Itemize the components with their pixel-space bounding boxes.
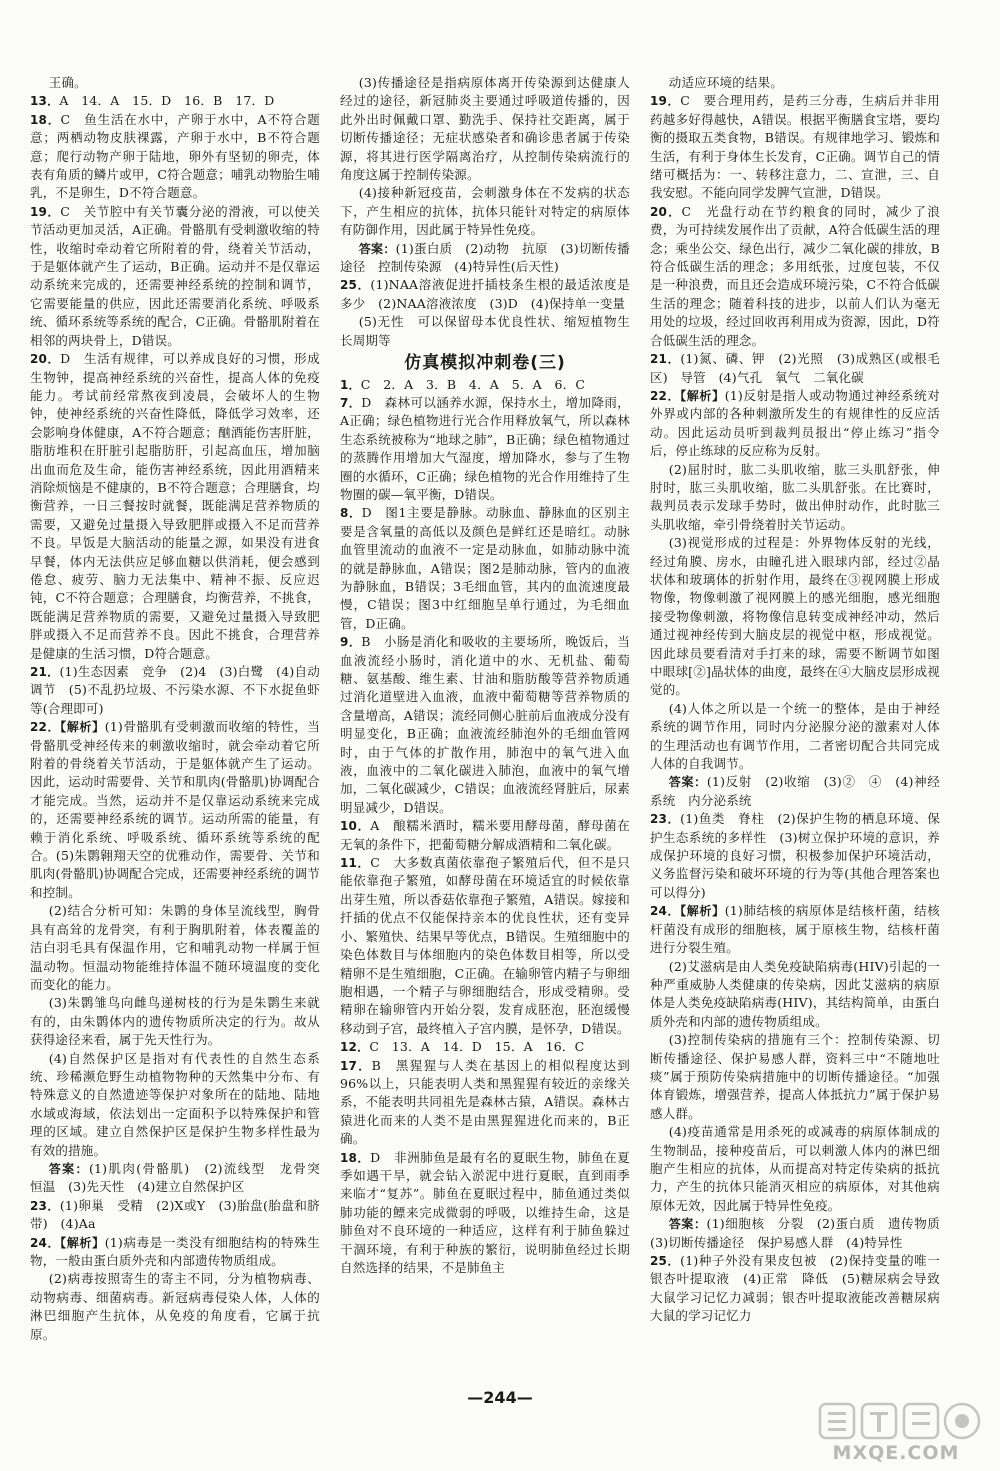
question-number: 25． (650, 1254, 681, 1268)
answer-paragraph (650, 1123, 940, 1215)
answer-paragraph (30, 1160, 333, 1197)
answer-text: (1)骨骼肌有受刺激而收缩的特性，当骨骼肌受神经传来的刺激收缩时，就会牵动着它所附着的骨绕着关节活动，于是躯体就产生了运动。因此，运动时需要骨、关节和肌肉(骨骼肌)协调配合才能完成。当然，运动并不是仅靠运动系统来完成的，还需要神经系统的调节。运动所需的能量，有赖于消化系统、呼吸系统、循环系统等系统的配合。(5)朱鹮翱翔天空的优雅动作，需要骨、关节和肌肉(骨骼肌)协调配合完成，还需要神经系统的调节和控制。 (30, 719, 320, 900)
answer-text: (4)接种新冠疫苗，会刺激身体在不发病的状态下，产生相应的抗体，抗体只能针对特定的病原体有防御作用，因此属于特异性免疫。 (340, 185, 630, 238)
question-number: 8． (340, 506, 362, 521)
question-number: 24． (30, 1235, 61, 1250)
answer-text: (3)视觉形成的过程是：外界物体反射的光线，经过角膜、房水，由瞳孔进入眼球内部，经过②晶状体和玻璃体的折射作用，最终在③视网膜上形成物像，物像刺激了视网膜上的感光细胞，感光细胞接受物像刺激，将物像信息转变成神经冲动，然后通过视神经传到大脑皮层的视觉中枢，形成视觉。因此球员要看清对手打来的球，需要不断调节如图中眼球[②]晶状体的曲度，最终在④大脑皮层形成视觉的。 (650, 535, 940, 698)
answer-paragraph (30, 1197, 320, 1234)
answer-paragraph (650, 773, 940, 810)
answer-tag: 答案： (48, 1161, 89, 1176)
answer-text: (3)传播途径是指病原体离开传染源到达健康人经过的途径，新冠肺炎主要通过呼吸道传播的，因此外出时佩戴口罩、勤洗手、保持社交距离，属于切断传播途径；无症状感染者和确诊患者属于传染源，将其进行医学隔离治疗，从控制传染病流行的角度这属于控制传染源。 (340, 75, 630, 183)
answer-text: (2)病毒按照寄生的寄主不同，分为植物病毒、动物病毒、细菌病毒。新冠病毒侵染人体，人体的淋巴细胞产生抗体，从免疫的角度看，它属于抗原。 (30, 1271, 320, 1342)
answer-text: (3)朱鹮雏鸟向雌鸟递树枝的行为是朱鹮生来就有的，由朱鹮体内的遗传物质所决定的行为。故从获得途径来看，属于先天性行为。 (30, 995, 320, 1048)
answer-text: A 酿糯米酒时，糯米要用酵母菌，酵母菌在无氧的条件下，把葡萄糖分解成酒精和二氧化碳。 (340, 818, 630, 852)
answer-paragraph (340, 1038, 630, 1056)
answer-text: (1)NAA溶液促进扦插枝条生根的最适浓度是多少 (2)NAA溶液浓度 (3)D (4)保持单一变量 (340, 277, 630, 311)
question-number: 19． (30, 204, 61, 219)
answer-paragraph (650, 534, 940, 700)
answer-paragraph (30, 350, 320, 663)
answer-text: 王确。 (48, 75, 87, 90)
answer-paragraph (650, 92, 940, 202)
answer-text: (3)控制传染病的措施有三个：控制传染源、切断传播途径、保护易感人群，资料三中“不随地吐痰”属于预防传染病措施中的切断传播途径。“加强体育锻炼，增强营养，提高人体抵抗力”属于保护易感人群。 (650, 1032, 940, 1121)
answer-paragraph (340, 817, 630, 854)
answer-paragraph (340, 504, 630, 633)
answer-paragraph (340, 184, 630, 239)
answer-text: (1)鱼类 脊柱 (2)保护生物的栖息环境、保护生态系统的多样性 (3)树立保护环境的意识，养成保护环境的良好习惯，积极参加保护环境活动，义务监督污染和破坏环境的行为等(其他合理答案也可以得分) (650, 811, 940, 900)
answer-text: (4)疫苗通常是用杀死的或减毒的病原体制成的生物制品，接种疫苗后，可以刺激人体内的淋巴细胞产生相应的抗体，从而提高对特定传染病的抵抗力，产生的抗体只能消灭相应的病原体，对其他病原体无效，因此属于特异性免疫。 (650, 1124, 940, 1213)
answer-paragraph (650, 958, 940, 1032)
column-left (30, 74, 333, 1364)
question-number: 23． (650, 812, 681, 827)
answer-text: 动适应环境的结果。 (668, 75, 784, 90)
answer-text: D 森林可以涵养水源，保持水土，增加降雨，A正确；绿色植物进行光合作用释放氧气，所以森林生态系统被称为“地球之肺”，B正确；绿色植物通过的蒸腾作用增加大气湿度，增加降水，参与了生物圈的水循环，C正确；绿色植物的光合作用维持了生物圈的碳—氧平衡，D错误。 (340, 394, 631, 502)
answer-tag: 【解析】 (60, 720, 105, 735)
answer-text: (4)人体之所以是一个统一的整体，是由于神经系统的调节作用，同时内分泌腺分泌的激素对人体的生理活动也有调节作用，二者密切配合共同完成人体的自我调节。 (650, 700, 940, 772)
column-middle (340, 74, 630, 1364)
answer-text: (1)病毒是一类没有细胞结构的特殊生物，一般由蛋白质外壳和内部遗传物质组成。 (30, 1234, 320, 1268)
answer-tag: 【解析】 (60, 1235, 105, 1250)
section-title: 仿真模拟冲刺卷(三) (404, 353, 566, 374)
answer-paragraph (340, 394, 630, 504)
question-number: 12． (340, 1040, 370, 1055)
answer-paragraph (650, 350, 940, 387)
answer-tag: 【解析】 (680, 388, 725, 403)
answer-paragraph (340, 376, 630, 394)
answer-text: (1)生态因素 竞争 (2)4 (3)白鹭 (4)自动调节 (5)不乱扔垃圾、不污染水源、不下水捉鱼虾等(合理即可) (30, 664, 320, 716)
answer-text: (1)细胞核 分裂 (2)蛋白质 遗传物质 (3)切断传播途径 保护易感人群 (4)特异性 (650, 1216, 953, 1250)
question-number: 17． (340, 1058, 372, 1073)
answer-paragraph (650, 461, 940, 535)
answer-paragraph (340, 854, 630, 1038)
answer-paragraph (340, 276, 630, 313)
question-number: 21． (650, 352, 681, 367)
answer-paragraph (30, 663, 320, 718)
answer-paragraph (650, 74, 940, 92)
question-number: 9． (340, 635, 362, 650)
answer-tag: 【解析】 (680, 904, 725, 919)
answer-paragraph (650, 1252, 953, 1326)
watermark-text: MXQE.COM (832, 1442, 960, 1464)
answer-text: (1)反射 (2)收缩 (3)② ④ (4)神经系统 内分泌系统 (650, 774, 940, 808)
question-number: 18． (340, 1150, 371, 1165)
question-number: 20． (30, 352, 61, 367)
question-number: 22． (30, 720, 61, 735)
question-number: 19． (650, 94, 681, 109)
answer-text: (5)无性 可以保留母本优良性状、缩短植物生长周期等 (340, 314, 630, 348)
answer-tag: 答案： (668, 775, 707, 790)
answer-paragraph (340, 313, 630, 350)
answer-text: (1)种子外没有果皮包被 (2)保持变量的唯一 银杏叶提取液 (4)正常 降低 (5)糖尿病会导致大鼠学习记忆力减弱；银杏叶提取液能改善糖尿病大鼠的学习记忆力 (650, 1253, 953, 1324)
answer-text: C 大多数真菌依靠孢子繁殖后代，但不是只能依靠孢子繁殖，如酵母菌在环境适宜的时候依靠出芽生殖，所以香菇依靠孢子繁殖，A错误。嫁接和扦插的优点不仅能保持亲本的优良性状，还有变异小、繁殖快、结果早等优点，B错误。生殖细胞中的染色体数目与体细胞内的染色体数目相等，所以受精卵不是生殖细胞，C正确。在输卵管内精子与卵细胞相遇，一个精子与卵细胞结合，形成受精卵。受精卵在输卵管内开始分裂，发育成胚泡，胚泡缓慢移动到子宫，最终植入子宫内膜，是怀孕，D错误。 (340, 855, 630, 1036)
answer-text: (2)艾滋病是由人类免疫缺陷病毒(HIV)引起的一种严重威胁人类健康的传染病，因此艾滋病的病原体是人类免疫缺陷病毒(HIV)，其结构简单，由蛋白质外壳和内部的遗传物质组成。 (650, 958, 940, 1029)
answer-paragraph (340, 1057, 630, 1149)
answer-paragraph (650, 700, 940, 774)
answer-text: C 要合理用药，是药三分毒，生病后并非用药越多好得越快，A错误。根据平衡膳食宝塔，要均衡的摄取五类食物，B错误。有规律地学习、锻炼和生活，有利于身体生长发育，C正确。调节自己的情绪可概括为：一、转移注意力，二、宣泄，三、自我安慰。不能向同学发脾气宣泄，D错误。 (650, 93, 940, 201)
answer-text: C 光盘行动在节约粮食的同时，减少了浪费，为可持续发展作出了贡献，A符合低碳生活的理念；乘坐公交、绿色出行，减少二氧化碳的排放，B符合低碳生活的理念；多用纸张，过度包装，不仅是一种浪费，而且还会造成环境污染，C不符合低碳生活的理念；随着科技的进步，以前人们认为毫无用处的垃圾，经过回收再利用成为资源，因此，D符合低碳生活的理念。 (650, 203, 940, 348)
answer-paragraph (30, 1270, 320, 1344)
question-number: 20． (650, 204, 682, 219)
answer-paragraph (650, 1031, 940, 1123)
answer-text: (2)结合分析可知：朱鹮的身体呈流线型，胸骨具有高耸的龙骨突，有利于胸肌附着，体表覆盖的洁白羽毛具有保温作用，它和哺乳动物一样属于恒温动物。恒温动物能维持体温不随环境温度的变化而变化的能力。 (30, 903, 320, 992)
answer-paragraph (30, 92, 320, 110)
question-number: 10． (340, 819, 371, 834)
answer-text: (1)卵巢 受精 (2)X或Y (3)胎盘(胎盘和脐带) (4)Aa (30, 1197, 320, 1232)
answer-text: C 关节腔中有关节囊分泌的滑液，可以使关节活动更加灵活，A正确。骨骼肌有受刺激收缩的特性，收缩时牵动着它所附着的骨，绕着关节活动，于是躯体就产生了运动，B正确。运动并不是仅靠运动系统来完成的，还需要神经系统的控制和调节，它需要能量的供应，因此还需要消化系统、呼吸系统、循环系统等系统的配合，C正确。骨骼肌附着在相邻的两块骨上，D错误。 (30, 203, 320, 348)
answer-paragraph (30, 718, 320, 902)
answer-text: (1)反射是指人或动物通过神经系统对外界或内部的各种刺激所发生的有规律性的反应活动。因此运动员听到裁判员报出“停止练习”指令后，停止练球的反应称为反射。 (650, 387, 940, 459)
answer-paragraph (30, 994, 320, 1049)
answer-text: B 小肠是消化和吸收的主要场所，晚饭后，当血液流经小肠时，消化道中的水、无机盐、葡萄糖、氨基酸、维生素、甘油和脂肪酸等营养物质通过消化道壁进入血液，血液中葡萄糖等营养物质的含量增高，A错误；流经同侧心脏前后血液成分没有明显变化，B正确；血液流经肺泡外的毛细血管网时，由于气体的扩散作用，肺泡中的氧气进入血液，血液中的二氧化碳进入肺泡，血液中的氧气增加，二氧化碳减少，C错误；血液流经肾脏后，尿素明显减少，D错误。 (340, 634, 631, 815)
answer-text: C 13．A 14．D 15．A 16．C (369, 1039, 585, 1055)
answer-paragraph (650, 810, 940, 902)
answer-paragraph (340, 633, 630, 817)
question-number: 21． (30, 665, 60, 679)
answer-text: D 非洲肺鱼是最有名的夏眠生物，肺鱼在夏季如遇干旱，就会钻入淤泥中进行夏眠，直到雨季来临才“复苏”。肺鱼在夏眠过程中，肺鱼通过类似肺功能的鳔来完成微弱的呼吸，以维持生命，这是肺鱼对不良环境的一种适应，这样有利于肺鱼躲过干涸环境，有利于种族的繁衍，说明肺鱼经过长期自然选择的结果，不是肺鱼主 (340, 1149, 630, 1275)
answer-text: (4)自然保护区是指对有代表性的自然生态系统、珍稀濒危野生动植物物种的天然集中分布、有特殊意义的自然遗迹等保护对象所在的陆地、陆地水域或海域，依法划出一定面积予以特殊保护和管理的区域。建立自然保护区是保护生物多样性最为有效的措施。 (30, 1050, 320, 1158)
question-number: 18． (30, 112, 61, 127)
answer-paragraph (340, 240, 630, 277)
question-number: 1． (340, 377, 361, 392)
answer-paragraph (30, 1050, 320, 1160)
question-number: 25． (340, 278, 371, 293)
page-number: —244— (467, 1388, 533, 1407)
answer-paragraph (30, 203, 320, 350)
answer-text: A 14．A 15．D 16．B 17．D (59, 93, 275, 109)
question-number: 24． (650, 904, 681, 919)
answer-text: B 黑猩猩与人类在基因上的相似程度达到96%以上，只能表明人类和黑猩猩有较近的亲缘关系，不能表明共同祖先是森林古猿，A错误。森林古猿进化而来的人类不是由黑猩猩进化而来的，B正确。 (340, 1057, 630, 1147)
answer-paragraph (650, 1215, 953, 1252)
watermark-logo (806, 1398, 986, 1464)
question-number: 13． (30, 94, 60, 109)
answer-paragraph (650, 203, 940, 350)
question-number: 23． (30, 1198, 60, 1213)
answer-text: C 2．A 3．B 4．A 5．A 6．C (360, 376, 586, 392)
answer-paragraph (340, 1149, 630, 1278)
answer-paragraph (650, 387, 940, 461)
answer-paragraph (30, 902, 320, 994)
question-number: 7． (340, 395, 362, 410)
answer-paragraph (30, 1234, 320, 1271)
answer-tag: 答案： (668, 1217, 707, 1232)
answer-paragraph (340, 74, 630, 184)
answer-text: D 图1主要是静脉。动脉血、静脉血的区别主要是含氧量的高低以及颜色是鲜红还是暗红。动脉血管里流动的血液不一定是动脉血，如肺动脉中流的就是静脉血，A错误；图2是肺动脉，管内的血液为静脉血，B错误；3毛细血管，其内的血流速度最慢，C错误；图3中红细胞呈单行通过，为毛细血管，D正确。 (340, 505, 630, 631)
column-right (650, 74, 953, 1364)
answer-text: (1)肌肉(骨骼肌) (2)流线型 龙骨突 恒温 (3)先天性 (4)建立自然保护区 (30, 1160, 333, 1195)
question-number: 11． (340, 856, 371, 871)
answer-text: (2)屈肘时，肱二头肌收缩，肱三头肌舒张，伸肘时，肱三头肌收缩，肱二头肌舒张。在比赛时，裁判员表示发球手势时，做出伸肘动作，此时肱三头肌收缩，牵引骨绕着肘关节运动。 (650, 461, 940, 532)
answer-paragraph (650, 902, 940, 957)
answer-tag: 答案： (358, 241, 396, 256)
answer-text: (1)蛋白质 (2)动物 抗原 (3)切断传播途径 控制传染源 (4)特异性(后天性) (340, 240, 630, 275)
answer-text: (1)氮、磷、钾 (2)光照 (3)成熟区(或根毛区) 导管 (4)气孔 氧气 二氧化碳 (650, 351, 940, 385)
answer-text: D 生活有规律，可以养成良好的习惯，形成生物钟，提高神经系统的兴奋性，提高人体的免疫能力。考试前经常熬夜到凌晨，会破坏人的生物钟，使神经系统的兴奋性降低，降低学习效率，还会影响身体健康，A不符合题意；酗酒能伤害肝脏，脂肪堆积在肝脏引起脂肪肝，引起高血压，增加脑出血而危及生命，能伤害神经系统，因此用酒精来消除烦恼是不健康的，B不符合题意；合理膳食，均衡营养，一日三餐按时就餐，既能满足营养物质的需要，又避免过量摄入导致肥胖或摄入不足而营养不良。早饭是大脑活动的能量之源，如果没有进食早餐，体内无法供应足够血糖以供消耗，便会感到倦怠、疲劳、脑力无法集中、精神不振、反应迟钝，C不符合题意；合理膳食，均衡营养，不挑食，既能满足营养物质的需要，又避免过量摄入导致肥胖或摄入不足而营养不良。因此不挑食，合理营养是健康的生活习惯，D符合题意。 (30, 351, 320, 661)
question-number: 22． (650, 388, 681, 403)
answer-paragraph (30, 111, 320, 203)
answer-text: (1)肺结核的病原体是结核杆菌，结核杆菌没有成形的细胞核，属于原核生物，结核杆菌进行分裂生殖。 (650, 903, 940, 956)
answer-text: C 鱼生活在水中，产卵于水中，A不符合题意；两栖动物皮肤裸露，产卵于水中，B不符合题意；爬行动物产卵于陆地，卵外有坚韧的卵壳，体表有角质的鳞片或甲，C符合题意；哺乳动物胎生哺乳，不是卵生，D不符合题意。 (30, 111, 320, 201)
answer-paragraph (30, 74, 320, 92)
